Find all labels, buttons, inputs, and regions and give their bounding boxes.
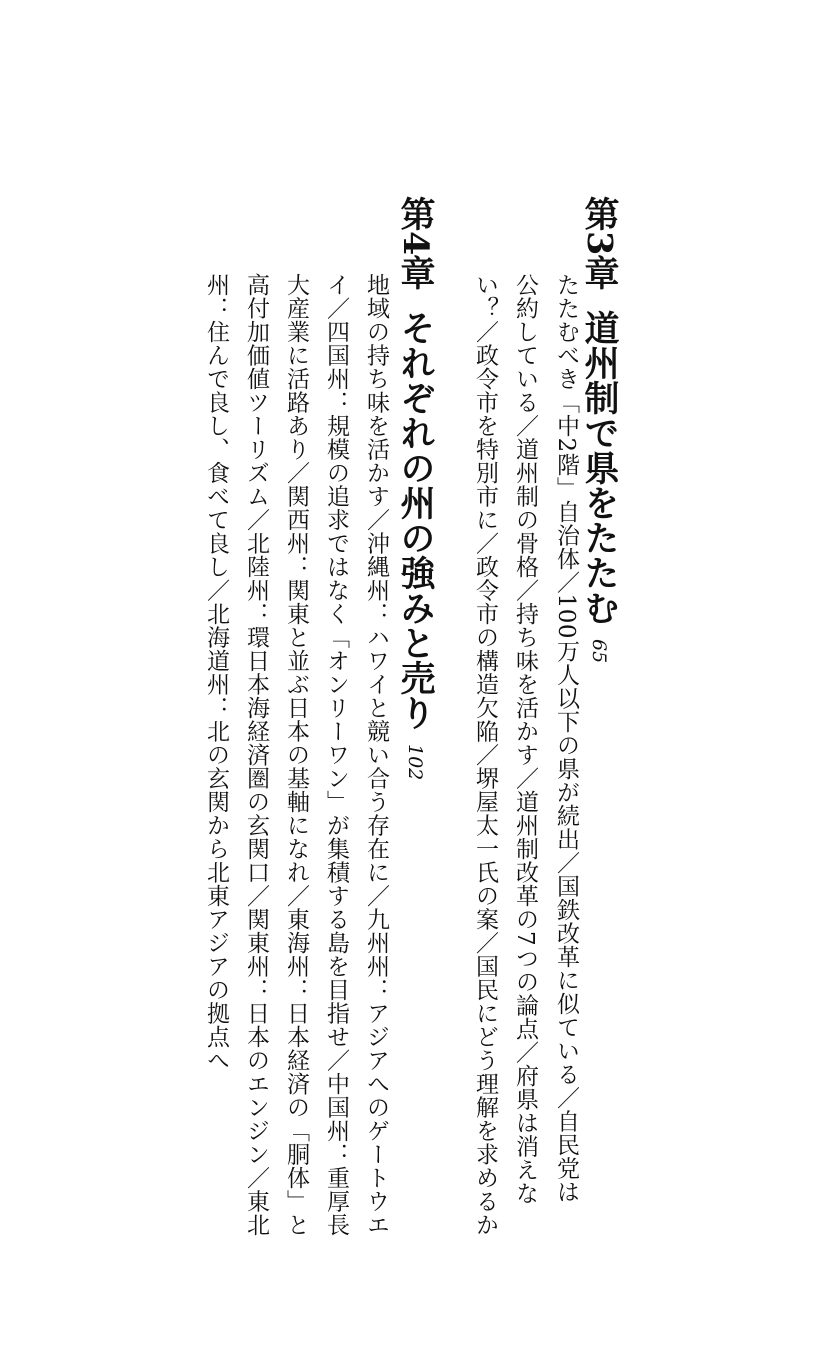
chapter-3-page-number: 65: [588, 639, 610, 664]
chapter-4-heading: [395, 196, 435, 781]
chapter-4-line-1: 地域の持ち味を活かす／沖縄州：ハワイと競い合う存在に／九州州：アジアへのゲートウエ: [363, 273, 389, 1237]
chapter-4-line-3: 大産業に活路あり／関西州：関東と並ぶ日本の基軸になれ／東海州：日本経済の「胴体」と: [283, 273, 309, 1237]
chapter-4-label: 第4章: [395, 196, 436, 291]
chapter-4-line-4: 高付加価値ツーリズム／北陸州：環日本海経済圏の玄関口／関東州：日本のエンジン／東北: [243, 273, 269, 1237]
chapter-3-heading: [579, 196, 619, 664]
chapter-3-line-3: い？／政令市を特別市に／政令市の構造欠陥／堺屋太一氏の案／国民にどう理解を求めるか: [472, 273, 498, 1237]
chapter-4-line-5: 州：住んで良し、食べて良し／北海道州：北の玄関から北東アジアの拠点へ: [203, 273, 229, 1072]
chapter-4-page-number: 102: [404, 744, 426, 781]
chapter-4-line-2: イ／四国州：規模の追求ではなく「オンリーワン」が集積する島を目指せ／中国州：重厚長: [323, 273, 349, 1237]
chapter-3-label: 第3章: [579, 196, 620, 291]
chapter-4-title: それぞれの州の強みと売り: [395, 310, 436, 731]
chapter-3-line-1: たたむべき「中2階」自治体／100万人以下の県が続出／国鉄改革に似ている／自民党は: [553, 273, 579, 1204]
chapter-3-line-2: 公約している／道州制の骨格／持ち味を活かす／道州制改革の7つの論点／府県は消えな: [512, 273, 538, 1205]
chapter-3-title: 道州制で県をたたむ: [579, 310, 620, 626]
